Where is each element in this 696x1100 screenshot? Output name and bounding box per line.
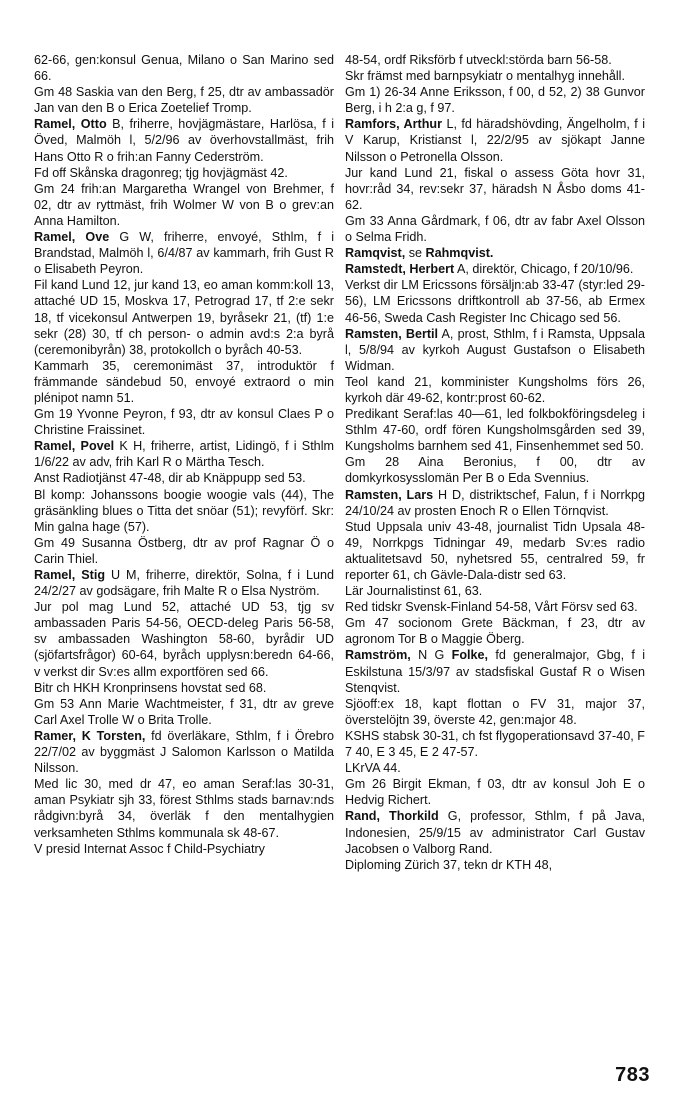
- entry-text: 48-54, ordf Riksförb f utveckl:störda barn 56-58.: [345, 53, 612, 67]
- entry-name: Ramel, Ove: [34, 230, 110, 245]
- biography-entry: [34, 438, 334, 470]
- entry-text: LKrVA 44.: [345, 761, 401, 776]
- entry-paragraph: [34, 181, 334, 229]
- entry-text: KSHS stabsk 30-31, ch fst flygoperationsavd 37-40, F 7 40, E 3 45, E 2 47-57.: [345, 728, 645, 760]
- entry-text: Gm 24 frih:an Margaretha Wrangel von Brehmer, f 02, dtr av ryttmäst, frih Wolmer W von B o grev:an Anna Hamilton.: [34, 181, 334, 228]
- entry-text: Gm 49 Susanna Östberg, dtr av prof Ragnar Ö o Carin Thiel.: [34, 535, 334, 566]
- right-column: [345, 52, 645, 873]
- entry-paragraph: [345, 52, 645, 68]
- entry-paragraph: [34, 776, 334, 840]
- entry-paragraph: [345, 68, 645, 84]
- entry-text: Fil kand Lund 12, jur kand 13, eo aman komm:koll 13, attaché UD 15, Moskva 17, Petrograd 17, tf 2:e sekr 18, tf vicekonsul Antwerpen 19, byråsekr 21, (tf) 1:e sekr (28) 30, tf ch person- o admin avd:s 2:a byrå (ceremonibyrån) 38, protokollch o byråch 40-53.: [34, 278, 334, 357]
- entry-text: Bitr ch HKH Kronprinsens hovstat sed 68.: [34, 680, 267, 695]
- entry-text: se: [405, 246, 426, 261]
- biography-entry: [345, 808, 645, 856]
- entry-text: fd generalmajor, Gbg, f i Eskilstuna 15/3/97 av stadsfiskal Gustaf R o Wisen Stenqvist.: [345, 648, 645, 695]
- entry-name: Ramsten, Lars: [345, 487, 434, 502]
- entry-name: Ramel, Otto: [34, 117, 107, 132]
- entry-paragraph: [345, 213, 645, 245]
- entry-paragraph: [345, 857, 645, 873]
- left-column: [34, 52, 334, 857]
- entry-text: U M, friherre, direktör, Solna, f i Lund 24/2/27 av godsägare, frih Malte R o Elsa Nyström.: [34, 568, 334, 599]
- entry-paragraph: [34, 470, 334, 486]
- entry-name: Ramfors, Arthur: [345, 117, 443, 132]
- biography-entry: [34, 567, 334, 599]
- entry-text: H D, distriktschef, Falun, f i Norrkpg 24/10/24 av prosten Enoch R o Ellen Törnqvist.: [345, 487, 645, 518]
- entry-paragraph: [34, 696, 334, 728]
- entry-paragraph: [34, 165, 334, 181]
- entry-text: Gm 47 socionom Grete Bäckman, f 23, dtr av agronom Tor B o Maggie Öberg.: [345, 616, 645, 647]
- entry-text: Anst Radiotjänst 47-48, dir ab Knäppupp sed 53.: [34, 471, 306, 486]
- entry-paragraph: [345, 374, 645, 406]
- entry-paragraph: [345, 776, 645, 808]
- entry-text: Skr främst med barnpsykiatr o mentalhyg innehåll.: [345, 69, 625, 84]
- entry-name: Rahmqvist.: [425, 246, 494, 261]
- entry-text: K H, friherre, artist, Lidingö, f i Sthlm 1/6/22 av adv, frih Karl R o Märtha Tesch.: [34, 439, 334, 470]
- entry-text: G, professor, Sthlm, f på Java, Indonesien, 25/9/15 av administrator Carl Gustav Jacobsen o Valborg Rand.: [345, 809, 646, 856]
- entry-name: Ramer, K Torsten,: [34, 728, 146, 743]
- entry-text: Jur pol mag Lund 52, attaché UD 53, tjg sv ambassaden Paris 54-56, OECD-deleg Paris 56-58, sv ambassaden Washington 58-60, byrådir UD (sjöfartsfrågor) 60-64, byråch upplysn:beredn 64-66, v verkst dir Sv:es allm exportfören sed 66.: [34, 600, 334, 679]
- entry-name: Ramel, Stig: [34, 568, 106, 582]
- entry-paragraph: [345, 728, 645, 760]
- entry-name: Ramel, Povel: [34, 439, 115, 454]
- entry-text: Gm 28 Aina Beronius, f 00, dtr av domkyrkosysslomän Per B o Eda Svennius.: [345, 455, 645, 486]
- entry-text: Diploming Zürich 37, tekn dr KTH 48,: [345, 857, 553, 872]
- entry-paragraph: [34, 358, 334, 406]
- entry-text: 62-66, gen:konsul Genua, Milano o San Marino sed 66.: [34, 53, 334, 84]
- entry-text: Bl komp: Johanssons boogie woogie vals (44), The gräsänkling blues o Titta det snöar (51); revyförf. Skr: Min galna hage (57).: [34, 487, 334, 534]
- entry-paragraph: [34, 52, 334, 84]
- entry-paragraph: [345, 583, 645, 599]
- entry-name: Ramstedt, Herbert: [345, 262, 455, 277]
- biography-entry: [345, 261, 645, 277]
- biography-entry: [345, 326, 645, 374]
- entry-paragraph: [345, 406, 645, 454]
- biography-entry: [345, 116, 645, 164]
- entry-paragraph: [345, 165, 645, 213]
- entry-paragraph: [34, 535, 334, 567]
- entry-paragraph: [345, 760, 645, 776]
- entry-text: Red tidskr Svensk-Finland 54-58, Vårt Försv sed 63.: [345, 600, 638, 615]
- entry-name: Ramsten, Bertil: [345, 326, 439, 341]
- entry-text: V presid Internat Assoc f Child-Psychiatry: [34, 841, 265, 856]
- biography-entry: [345, 647, 645, 695]
- entry-paragraph: [34, 599, 334, 679]
- entry-paragraph: [345, 277, 645, 325]
- entry-paragraph: [345, 84, 645, 116]
- biography-entry: [34, 728, 334, 776]
- entry-paragraph: [345, 696, 645, 728]
- entry-text: A, direktör, Chicago, f 20/10/96.: [454, 262, 634, 277]
- entry-paragraph: [345, 519, 645, 583]
- entry-text: Gm 19 Yvonne Peyron, f 93, dtr av konsul Claes P o Christine Fraissinet.: [34, 407, 334, 438]
- entry-text: Gm 26 Birgit Ekman, f 03, dtr av konsul Joh E o Hedvig Richert.: [345, 777, 645, 808]
- entry-text: Med lic 30, med dr 47, eo aman Seraf:las 30-31, aman Psykiatr sjh 33, förest Sthlms stads barnav:nds rådgivn:byrå 34, överläk f den mentalhygien verksamheten Sthlms kommunala sk 48-67.: [34, 777, 334, 840]
- entry-text: Fd off Skånska dragonreg; tjg hovjägmäst 42.: [34, 165, 288, 180]
- entry-name: Ramström,: [345, 648, 411, 663]
- biography-entry: [345, 245, 645, 261]
- entry-name: Folke,: [451, 648, 489, 663]
- entry-name: Rand, Thorkild: [345, 809, 439, 824]
- entry-paragraph: [34, 84, 334, 116]
- entry-paragraph: [345, 615, 645, 647]
- entry-name: Ramqvist,: [345, 246, 406, 261]
- entry-text: Lär Journalistinst 61, 63.: [345, 584, 483, 599]
- entry-text: fd överläkare, Sthlm, f i Örebro 22/7/02 av byggmäst J Salomon Karlsson o Matilda Nilsson.: [34, 728, 334, 776]
- entry-text: Stud Uppsala univ 43-48, journalist Tidn Upsala 48-49, Norrkpgs Tidningar 49, medarb Sv:es radio aktualitetsavd 50, nyhetsred 55, centralred 59, fr reporter 61, ch Gävle-Dala-distr sed 63.: [345, 519, 645, 582]
- biography-entry: [34, 116, 334, 164]
- entry-text: L, fd häradshövding, Ängelholm, f i V Karup, Kristianst l, 22/2/95 av sjökapt Janne Nilsson o Petronella Olsson.: [345, 117, 645, 164]
- entry-paragraph: [34, 680, 334, 696]
- entry-paragraph: [345, 454, 645, 486]
- entry-paragraph: [34, 406, 334, 438]
- entry-paragraph: [34, 841, 334, 857]
- entry-text: B, friherre, hovjägmästare, Harlösa, f i Öved, Malmöh l, 5/2/96 av överhovstallmäst, frih Hans Otto R o frih:an Fanny Cederström.: [34, 117, 334, 164]
- entry-paragraph: [34, 487, 334, 535]
- entry-text: A, prost, Sthlm, f i Ramsta, Uppsala l, 5/8/94 av kyrkoh August Gustafson o Elisabeth Widman.: [345, 326, 645, 373]
- entry-text: G W, friherre, envoyé, Sthlm, f i Brandstad, Malmöh l, 6/4/87 av kammarh, frih Gust R o Elisabeth Peyron.: [34, 230, 334, 277]
- biography-entry: [345, 487, 645, 519]
- entry-text: Sjöoff:ex 18, kapt flottan o FV 31, major 37, överstelöjtn 39, överste 42, gen:major 48.: [345, 696, 645, 727]
- entry-text: Kammarh 35, ceremonimäst 37, introduktör f främmande sändebud 50, envoyé extraord o min plénipot namn 51.: [34, 358, 334, 405]
- entry-text: Teol kand 21, komminister Kungsholms förs 26, kyrkoh där 49-62, kontr:prost 60-62.: [345, 374, 645, 405]
- entry-paragraph: [34, 277, 334, 357]
- entry-text: Gm 48 Saskia van den Berg, f 25, dtr av ambassadör Jan van den B o Erica Zoetelief Tromp.: [34, 85, 334, 116]
- entry-text: Jur kand Lund 21, fiskal o assess Göta hovr 31, hovr:råd 34, rev:sekr 37, häradsh N Åsbo doms 41-62.: [345, 165, 645, 212]
- entry-paragraph: [345, 599, 645, 615]
- biography-entry: [34, 229, 334, 277]
- entry-text: Gm 33 Anna Gårdmark, f 06, dtr av fabr Axel Olsson o Selma Fridh.: [345, 213, 645, 245]
- entry-text: Predikant Seraf:las 40—61, led folkbokföringsdeleg i Sthlm 47-60, ordf fören Kungsholmsgården sed 39, Kungsholms barnhem sed 41, Finsenhemmet sed 50.: [345, 407, 645, 454]
- entry-text: Gm 1) 26-34 Anne Eriksson, f 00, d 52, 2) 38 Gunvor Berg, i h 2:a g, f 97.: [345, 85, 645, 116]
- entry-text: Verkst dir LM Ericssons försäljn:ab 33-47 (styr:led 29-56), LM Ericssons driftkontroll ab 37-56, ab Ermex 46-56, Sweda Cash Register Inc Chicago sed 56.: [345, 278, 645, 325]
- page-number: 783: [615, 1064, 650, 1086]
- entry-text: N G: [410, 648, 452, 663]
- entry-text: Gm 53 Ann Marie Wachtmeister, f 31, dtr av greve Carl Axel Trolle W o Brita Trolle.: [34, 696, 334, 727]
